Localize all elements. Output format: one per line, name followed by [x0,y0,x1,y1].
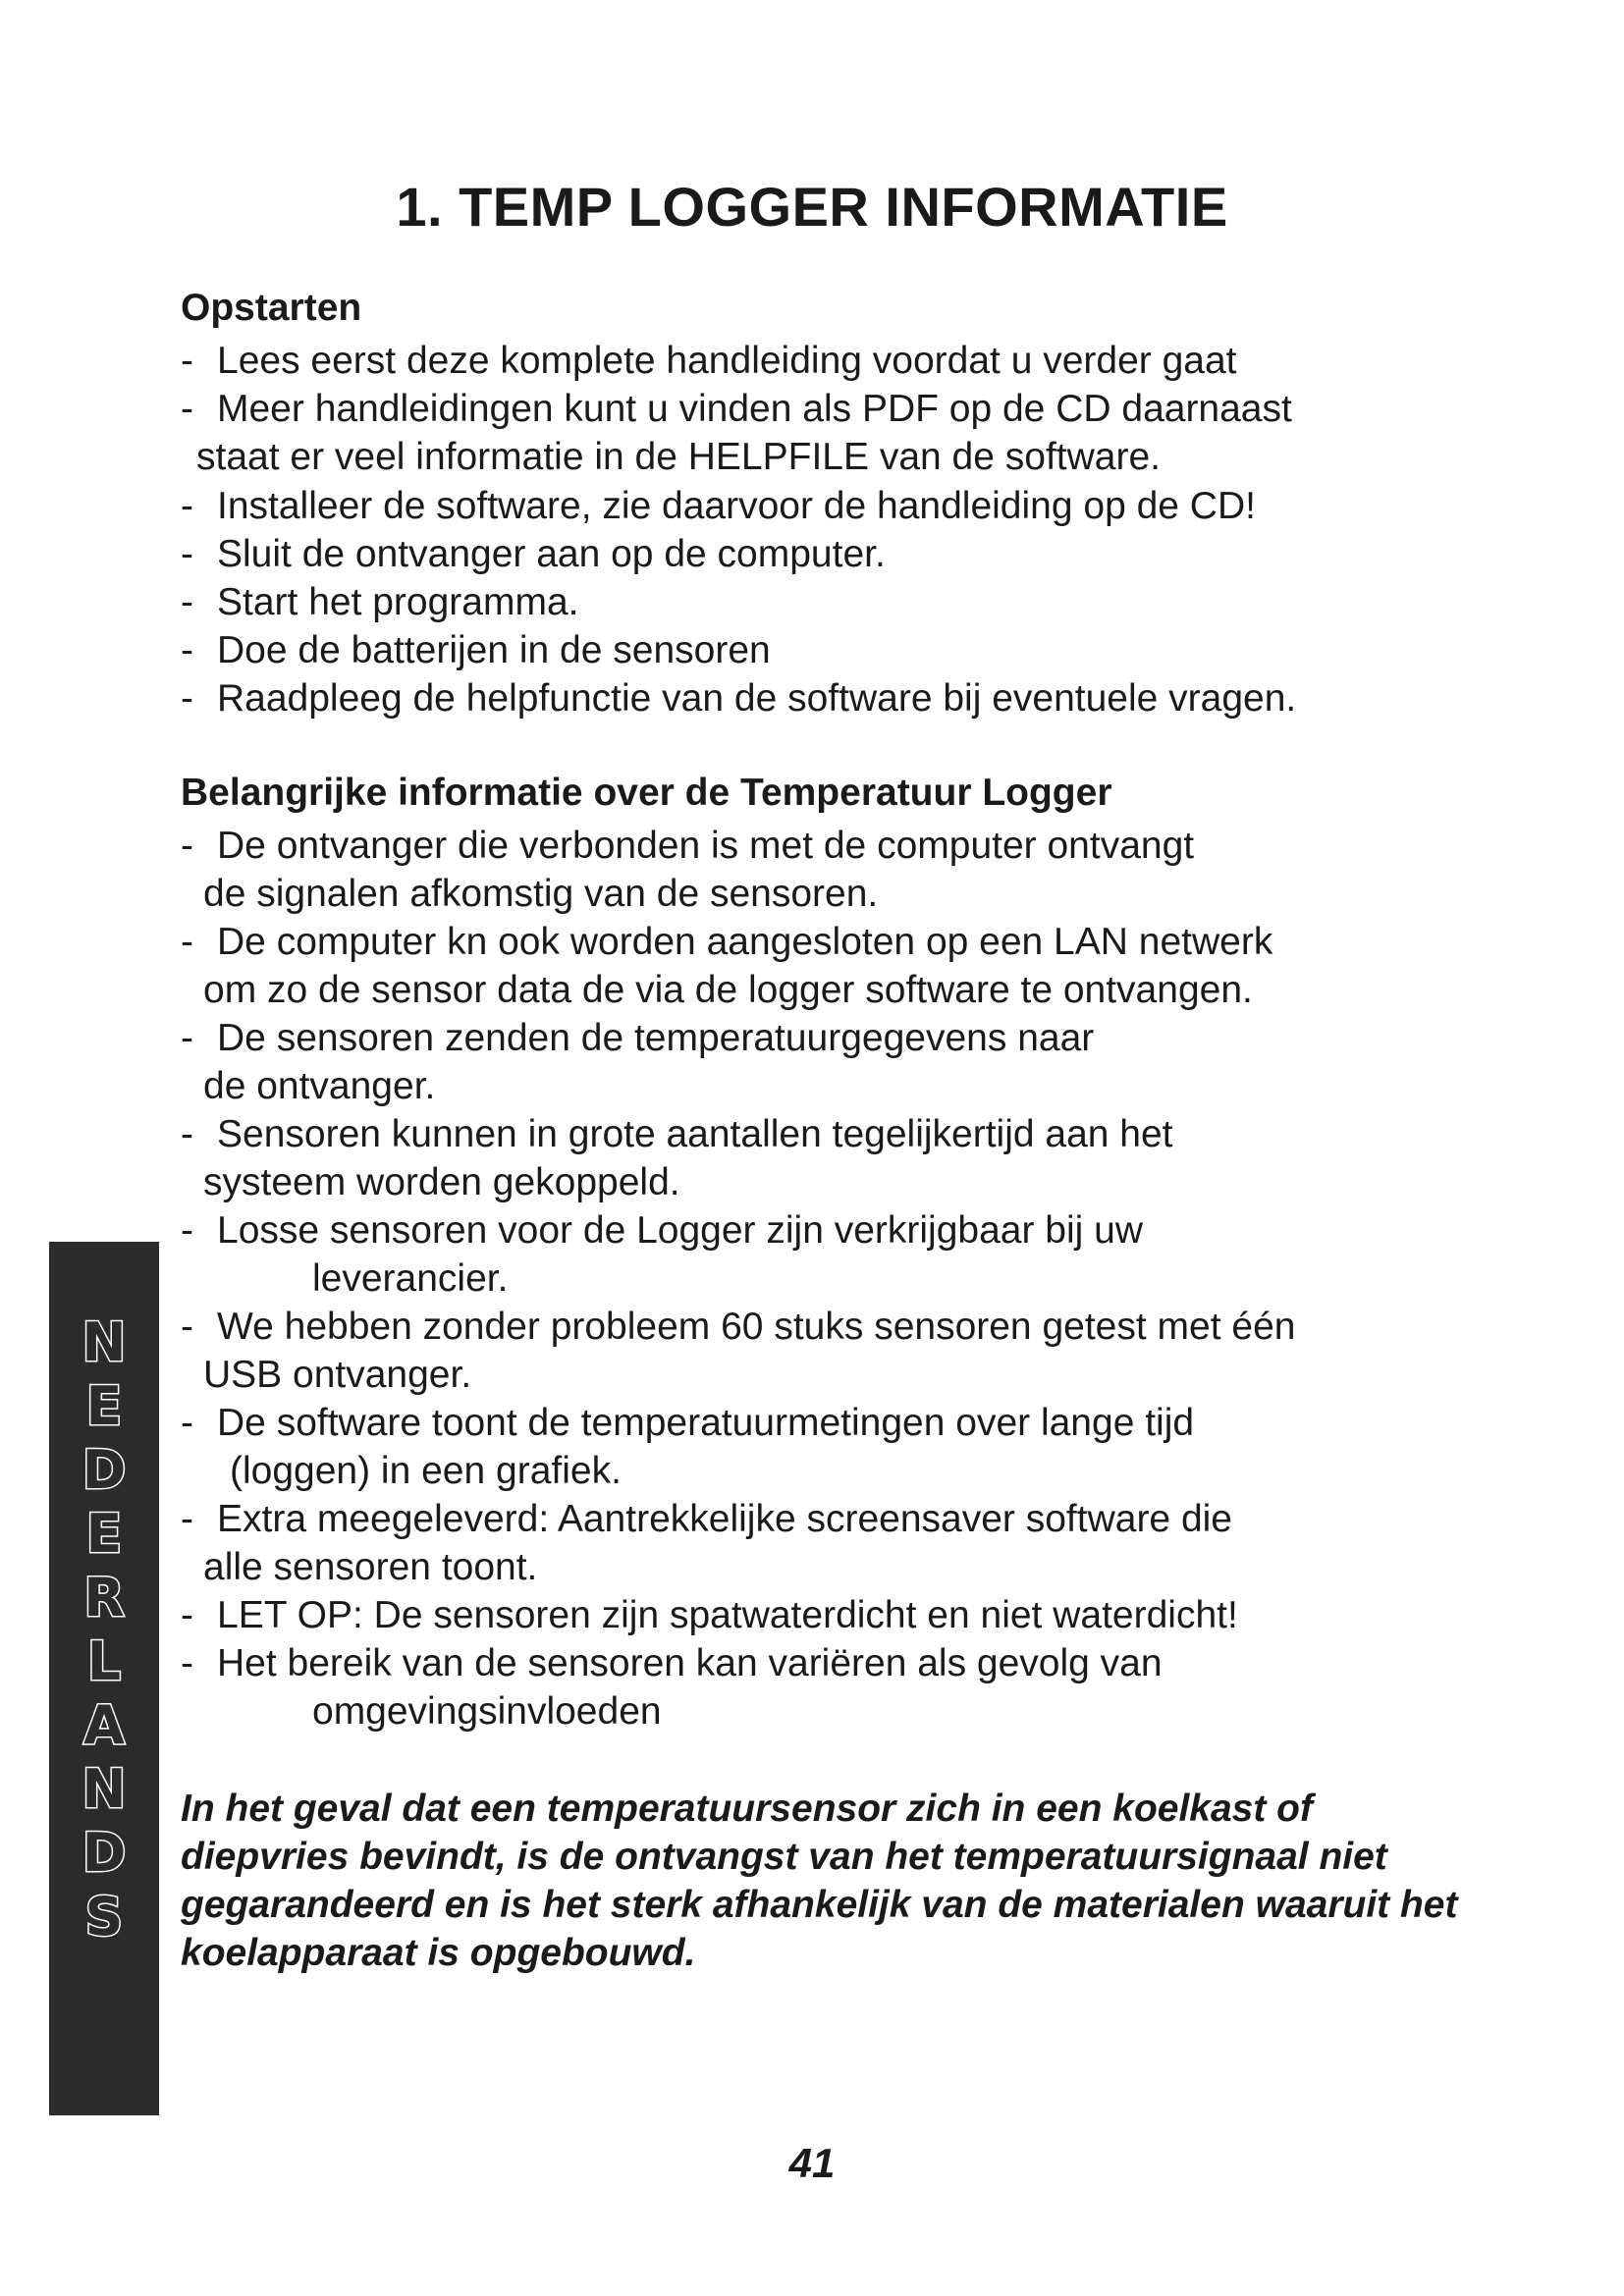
side-tab-letter: E [85,1503,123,1565]
side-tab-letter: D [81,1822,127,1884]
side-tab-letter: L [86,1630,122,1692]
bullet-dash: - [181,825,193,867]
page-number: 41 [788,2140,836,2186]
bullet-dash: - [181,581,193,623]
bullet-dash: - [181,1209,193,1252]
list-item-continuation: USB ontvanger. [203,1354,472,1396]
list-item-continuation: (loggen) in een grafiek. [230,1450,622,1492]
section-heading-opstarten: Opstarten [181,287,362,329]
page-title: 1. TEMP LOGGER INFORMATIE [396,176,1228,238]
list-item-continuation: omgevingsinvloeden [312,1690,662,1733]
section-heading-belangrijke-informatie: Belangrijke informatie over de Temperatuur Logger [181,772,1112,814]
bullet-dash: - [181,1498,193,1540]
list-item: Raadpleeg de helpfunctie van de software bij eventuele vragen. [217,677,1297,720]
list-item: LET OP: De sensoren zijn spatwaterdicht en niet waterdicht! [217,1594,1238,1636]
list-item: Installeer de software, zie daarvoor de handleiding op de CD! [217,485,1256,527]
bullet-dash: - [181,1306,193,1348]
list-item: De software toont de temperatuurmetingen over lange tijd [217,1402,1195,1444]
bullet-dash: - [181,1113,193,1155]
side-tab-letter: E [85,1375,123,1437]
side-tab-letter: N [81,1758,127,1820]
list-item-continuation: om zo de sensor data de via de logger software te ontvangen. [203,969,1253,1011]
list-item: De computer kn ook worden aangesloten op een LAN netwerk [217,921,1273,963]
list-item: Doe de batterijen in de sensoren [217,629,771,671]
warning-note: In het geval dat een temperatuursensor zich in een koelkast of diepvries bevindt, is de ontvangst van het temperatuursignaal niet gegarandeerd en is het sterk afhankelijk van de materialen waaruit het koelapparaat is opgebouwd. [181,1788,1458,1974]
list-item: Meer handleidingen kunt u vinden als PDF op de CD daarnaast [217,388,1292,430]
list-item: We hebben zonder probleem 60 stuks sensoren getest met één [217,1306,1296,1348]
list-item-continuation: leverancier. [312,1257,509,1300]
bullet-dash: - [181,340,193,382]
list-item: Extra meegeleverd: Aantrekkelijke screensaver software die [217,1498,1232,1540]
bullet-dash: - [181,1017,193,1059]
list-item: Sluit de ontvanger aan op de computer. [217,533,886,575]
list-item-continuation: staat er veel informatie in de HELPFILE van de software. [196,436,1161,478]
bullet-dash: - [181,1594,193,1636]
bullet-dash: - [181,533,193,575]
list-item: Het bereik van de sensoren kan variëren als gevolg van [217,1642,1163,1684]
side-tab-letter: N [81,1311,127,1373]
language-side-tab [49,1242,159,2115]
bullet-dash: - [181,677,193,720]
side-tab-letter: D [81,1439,127,1501]
bullet-dash: - [181,485,193,527]
side-tab-letter: S [84,1886,124,1948]
side-tab-letter: A [83,1694,125,1756]
list-item: Start het programma. [217,581,579,623]
list-item-continuation: alle sensoren toont. [203,1546,538,1588]
bullet-dash: - [181,1642,193,1684]
bullet-dash: - [181,388,193,430]
list-item-continuation: de signalen afkomstig van de sensoren. [203,873,879,915]
list-item: Losse sensoren voor de Logger zijn verkrijgbaar bij uw [217,1209,1144,1252]
list-item: De sensoren zenden de temperatuurgegevens naar [217,1017,1095,1059]
list-item-continuation: systeem worden gekoppeld. [203,1161,680,1203]
list-item-continuation: de ontvanger. [203,1065,436,1107]
list-item: Sensoren kunnen in grote aantallen tegelijkertijd aan het [217,1113,1173,1155]
bullet-dash: - [181,629,193,671]
list-item: Lees eerst deze komplete handleiding voordat u verder gaat [217,340,1237,382]
bullet-dash: - [181,921,193,963]
bullet-dash: - [181,1402,193,1444]
list-item: De ontvanger die verbonden is met de computer ontvangt [217,825,1195,867]
side-tab-letter: R [83,1567,125,1629]
